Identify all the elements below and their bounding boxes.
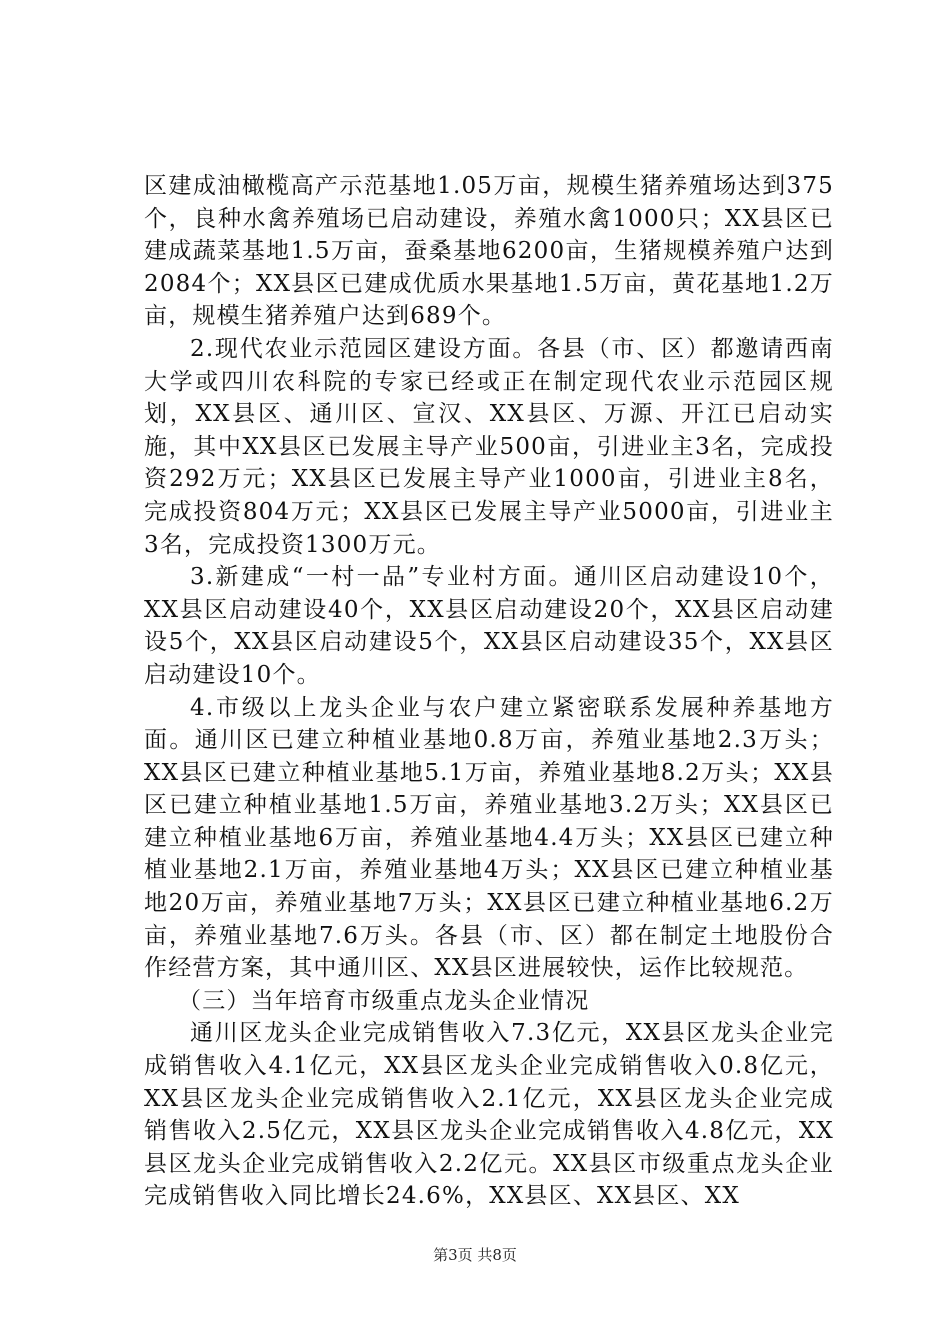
paragraph-leading-enterprises-bases: 4.市级以上龙头企业与农户建立紧密联系发展种养基地方面。通川区已建立种植业基地0.8万亩，养殖业基地2.3万头；XX县区已建立种植业基地5.1万亩，养殖业基地8.2万头；XX县区已建立种植业基地1.5万亩，养殖业基地3.2万头；XX县区已建立种植业基地6万亩，养殖业基地4.4万头；XX县区已建立种植业基地2.1万亩，养殖业基地4万头；XX县区已建立种植业基地20万亩，养殖业基地7万头；XX县区已建立种植业基地6.2万亩，养殖业基地7.6万头。各县（市、区）都在制定土地股份合作经营方案，其中通川区、XX县区进展较快，运作比较规范。: [144, 694, 834, 982]
document-body: [144, 170, 834, 1213]
section-heading: （三）当年培育市级重点龙头企业情况: [178, 987, 590, 1014]
paragraph-sales-revenue: 通川区龙头企业完成销售收入7.3亿元，XX县区龙头企业完成销售收入4.1亿元，XX县区龙头企业完成销售收入0.8亿元，XX县区龙头企业完成销售收入2.1亿元，XX县区龙头企业完成销售收入2.5亿元，XX县区龙头企业完成销售收入4.8亿元，XX县区龙头企业完成销售收入2.2亿元。XX县区市级重点龙头企业完成销售收入同比增长24.6%，XX县区、XX县区、XX: [144, 1020, 834, 1210]
paragraph-continued: 区建成油橄榄高产示范基地1.05万亩，规模生猪养殖场达到375个，良种水禽养殖场已启动建设，养殖水禽1000只；XX县区已建成蔬菜基地1.5万亩，蚕桑基地6200亩，生猪规模养殖户达到2084个；XX县区已建成优质水果基地1.5万亩，黄花基地1.2万亩，规模生猪养殖户达到689个。: [144, 173, 834, 330]
page-footer: 第3页 共8页: [433, 1246, 517, 1264]
paragraph-one-village-one-product: 3.新建成“一村一品”专业村方面。通川区启动建设10个，XX县区启动建设40个，XX县区启动建设20个，XX县区启动建设5个，XX县区启动建设5个，XX县区启动建设35个，XX县区启动建设10个。: [144, 564, 834, 688]
paragraph-demo-park: 2.现代农业示范园区建设方面。各县（市、区）都邀请西南大学或四川农科院的专家已经或正在制定现代农业示范园区规划，XX县区、通川区、宣汉、XX县区、万源、开江已启动实施，其中XX县区已发展主导产业500亩，引进业主3名，完成投资292万元；XX县区已发展主导产业1000亩，引进业主8名，完成投资804万元；XX县区已发展主导产业5000亩，引进业主3名，完成投资1300万元。: [144, 335, 834, 558]
